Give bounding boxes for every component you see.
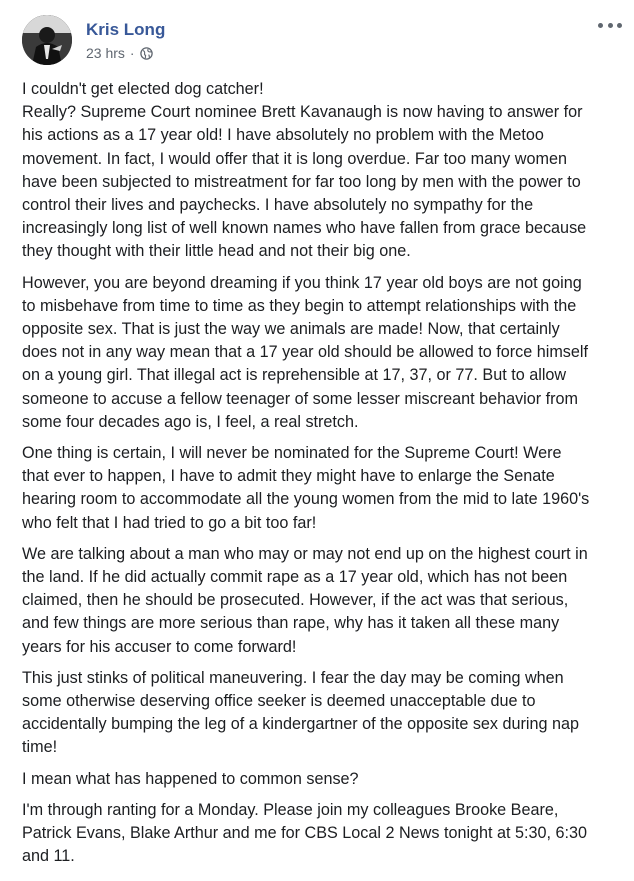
- post-text-line: some four decades ago is, I feel, a real stretch.: [22, 412, 359, 431]
- post-text-line: movement. In fact, I would offer that it is long overdue. Far too many women: [22, 149, 567, 168]
- post-text-line: years for his accuser to come forward!: [22, 637, 297, 656]
- post-text-line: I'm through ranting for a Monday. Please join my colleagues Brooke Beare,: [22, 800, 559, 819]
- post-text-line: that ever to happen, I have to admit they might have to enlarge the Senate: [22, 467, 555, 486]
- post-text-line: and 11.: [22, 847, 75, 866]
- post-text-line: opposite sex. That is just the way we animals are made! Now, that certainly: [22, 320, 560, 339]
- globe-icon[interactable]: [140, 47, 153, 60]
- more-dot: [598, 23, 603, 28]
- post-text-line: control their lives and paychecks. I have absolutely no sympathy for the: [22, 196, 534, 215]
- post-text-line: I mean what has happened to common sense?: [22, 769, 359, 788]
- more-dot: [608, 23, 613, 28]
- post-text-line: does not in any way mean that a 17 year old should be allowed to force himself: [22, 343, 589, 362]
- post-text-line: his actions as a 17 year old! I have absolutely no problem with the Metoo: [22, 126, 544, 145]
- post-text-line: However, you are beyond dreaming if you think 17 year old boys are not going: [22, 273, 582, 292]
- post-text-line: Really? Supreme Court nominee Brett Kavanaugh is now having to answer for: [22, 103, 583, 122]
- more-dot: [617, 23, 622, 28]
- more-options-icon[interactable]: [598, 18, 622, 32]
- post-text-line: and few things are more serious than rape, why has it taken all these many: [22, 614, 560, 633]
- post-subline: [86, 45, 165, 61]
- post-text-line: Patrick Evans, Blake Arthur and me for CBS Local 2 News tonight at 5:30, 6:30: [22, 824, 588, 843]
- post-text-line: have been subjected to mistreatment for far too long by men with the power to: [22, 172, 581, 191]
- post-paragraph: [22, 768, 626, 791]
- author-name[interactable]: Kris Long: [86, 20, 166, 39]
- post-body: [22, 78, 626, 877]
- post-text-line: someone to accuse a fellow teenager of some lesser miscreant behavior from: [22, 389, 579, 408]
- post-header: [22, 14, 165, 66]
- post-text-line: I couldn't get elected dog catcher!: [22, 80, 264, 98]
- post-text-line: the land. If he did actually commit rape as a 17 year old, which has not been: [22, 568, 568, 587]
- post-text-line: This just stinks of political maneuvering. I fear the day may be coming when: [22, 668, 564, 687]
- post-text-line: accidentally bumping the leg of a kindergartner of the opposite sex during nap: [22, 715, 580, 734]
- post-text-line: claimed, then he should be prosecuted. However, if the act was that serious,: [22, 591, 569, 610]
- post-paragraph: [22, 78, 626, 264]
- post-text-line: on a young girl. That illegal act is reprehensible at 17, 37, or 77. But to allow: [22, 366, 567, 385]
- post-text-line: they thought with their little head and not their big one.: [22, 242, 411, 261]
- post-paragraph: [22, 442, 626, 535]
- separator-dot: ·: [129, 45, 135, 61]
- post-paragraph: [22, 799, 626, 869]
- post-text-line: hearing room to accommodate all the young women from the mid to late 1960's: [22, 490, 590, 509]
- post-paragraph: [22, 543, 626, 659]
- post-paragraph: [22, 667, 626, 760]
- avatar-photo-icon: [22, 15, 72, 65]
- post-text-line: We are talking about a man who may or may not end up on the highest court in: [22, 544, 588, 563]
- post-paragraph: [22, 272, 626, 434]
- post-text-line: some otherwise deserving office seeker is deemed unacceptable due to: [22, 692, 536, 711]
- post-text-line: to misbehave from time to time as they begin to attempt relationships with the: [22, 296, 577, 315]
- post-meta: [86, 19, 165, 61]
- post-text-line: who felt that I had tried to go a bit too far!: [22, 513, 317, 532]
- post-timestamp[interactable]: 23 hrs: [86, 45, 125, 61]
- post-text-line: increasingly long list of well known names who have fallen from grace because: [22, 219, 587, 238]
- avatar[interactable]: [22, 15, 72, 65]
- post-text-line: time!: [22, 738, 58, 757]
- post-text-line: One thing is certain, I will never be nominated for the Supreme Court! Were: [22, 444, 562, 463]
